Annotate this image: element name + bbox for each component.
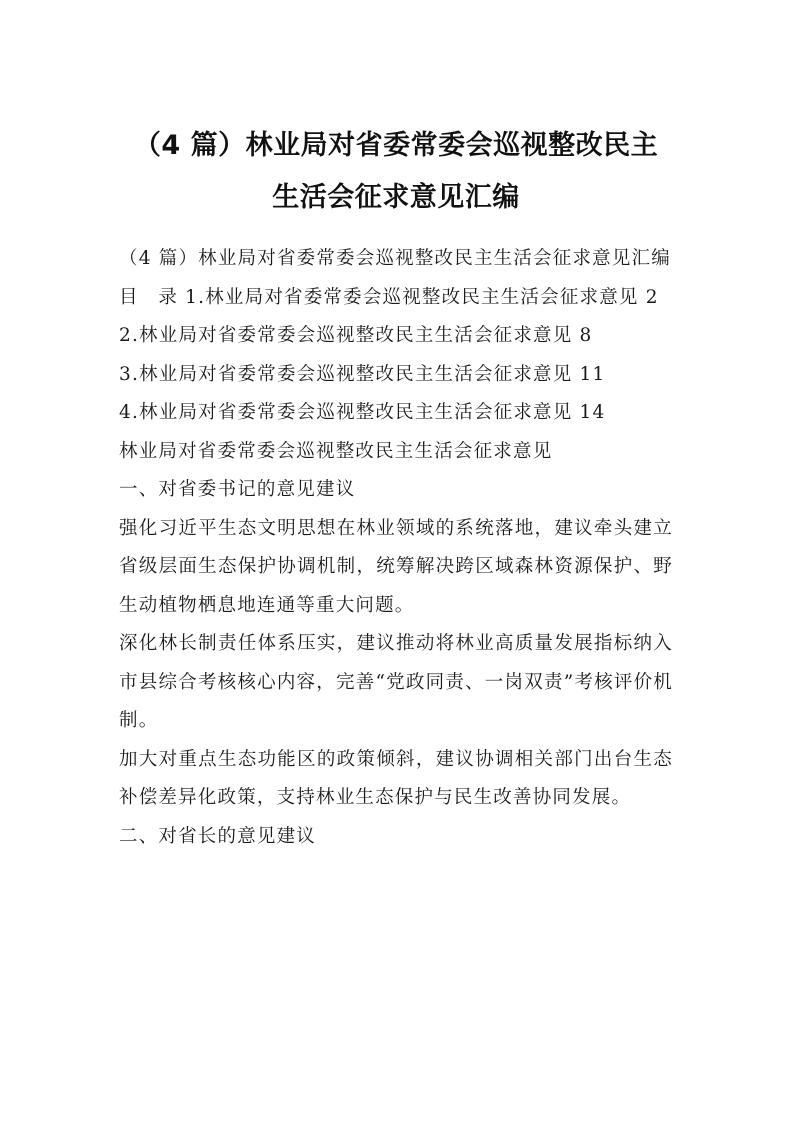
paragraph: 加大对重点生态功能区的政策倾斜，建议协调相关部门出台生态补偿差异化政策，支持林业生态保护与民生改善协同发展。 bbox=[119, 748, 673, 808]
section-title: 林业局对省委常委会巡视整改民主生活会征求意见 bbox=[119, 440, 553, 462]
paragraph: 深化林长制责任体系压实，建议推动将林业高质量发展指标纳入市县综合考核核心内容，完善“党政同责、一岗双责”考核评价机制。 bbox=[119, 633, 673, 731]
title-line-2: 生活会征求意见汇编 bbox=[272, 182, 520, 213]
heading-2: 二、对省长的意见建议 bbox=[119, 825, 317, 847]
paragraph: 强化习近平生态文明思想在林业领域的系统落地，建议牵头建立省级层面生态保护协调机制，统筹解决跨区域森林资源保护、野生动植物栖息地连通等重大问题。 bbox=[119, 517, 673, 616]
toc-item: 目 录 1.林业局对省委常委会巡视整改民主生活会征求意见 2 bbox=[119, 286, 659, 308]
document-title bbox=[119, 120, 673, 224]
document-body bbox=[119, 240, 673, 856]
subtitle: （4 篇）林业局对省委常委会巡视整改民主生活会征求意见汇编 bbox=[119, 248, 671, 269]
heading-1: 一、对省委书记的意见建议 bbox=[119, 479, 356, 500]
toc-item: 2.林业局对省委常委会巡视整改民主生活会征求意见 8 bbox=[119, 325, 593, 346]
toc-item: 3.林业局对省委常委会巡视整改民主生活会征求意见 11 bbox=[119, 363, 606, 385]
toc-item: 4.林业局对省委常委会巡视整改民主生活会征求意见 14 bbox=[119, 402, 606, 423]
title-line-1: （4 篇）林业局对省委常委会巡视整改民主 bbox=[133, 130, 659, 161]
